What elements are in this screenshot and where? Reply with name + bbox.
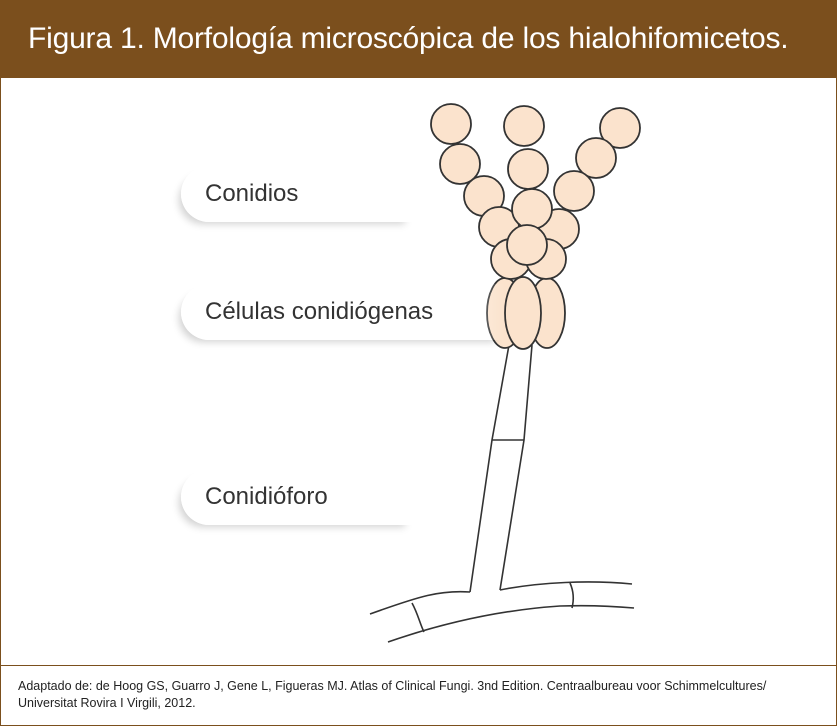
figure-title: Figura 1. Morfología microscópica de los hialohifomicetos. — [28, 22, 789, 55]
conidiophore-right-wall — [500, 345, 532, 590]
fungus-morphology-diagram — [0, 78, 837, 665]
footer-divider — [0, 665, 837, 666]
source-citation-line-2: Universitat Rovira I Virgili, 2012. — [18, 696, 196, 710]
conidium — [512, 189, 552, 229]
figure-title-bar — [0, 0, 837, 78]
conidiophore-left-wall — [470, 345, 509, 592]
conidium — [508, 149, 548, 189]
label-celulas-conidiogenas-text: Células conidiógenas — [205, 298, 434, 325]
conidium — [554, 171, 594, 211]
label-conidios-text: Conidios — [205, 180, 299, 207]
label-celulas-conidiogenas — [181, 284, 505, 340]
hypha-lower-wall — [388, 606, 634, 642]
hypha-septum-right — [570, 583, 573, 608]
label-conidioforo-text: Conidióforo — [205, 483, 328, 510]
label-conidioforo — [181, 469, 415, 525]
source-citation — [18, 678, 828, 712]
conidium — [504, 106, 544, 146]
hypha-upper-left-wall — [370, 592, 470, 614]
hypha-septum-left — [412, 603, 424, 632]
conidium — [507, 225, 547, 265]
hypha-upper-right-wall — [500, 582, 632, 590]
conidium — [431, 104, 471, 144]
label-conidios — [181, 166, 415, 222]
conidia-chains — [431, 104, 640, 279]
phialide-center — [505, 277, 541, 349]
source-citation-line-1: Adaptado de: de Hoog GS, Guarro J, Gene L, Figueras MJ. Atlas of Clinical Fungi. 3nd Edition. Centraalbureau voor Schimmelcultures/ — [18, 679, 767, 693]
